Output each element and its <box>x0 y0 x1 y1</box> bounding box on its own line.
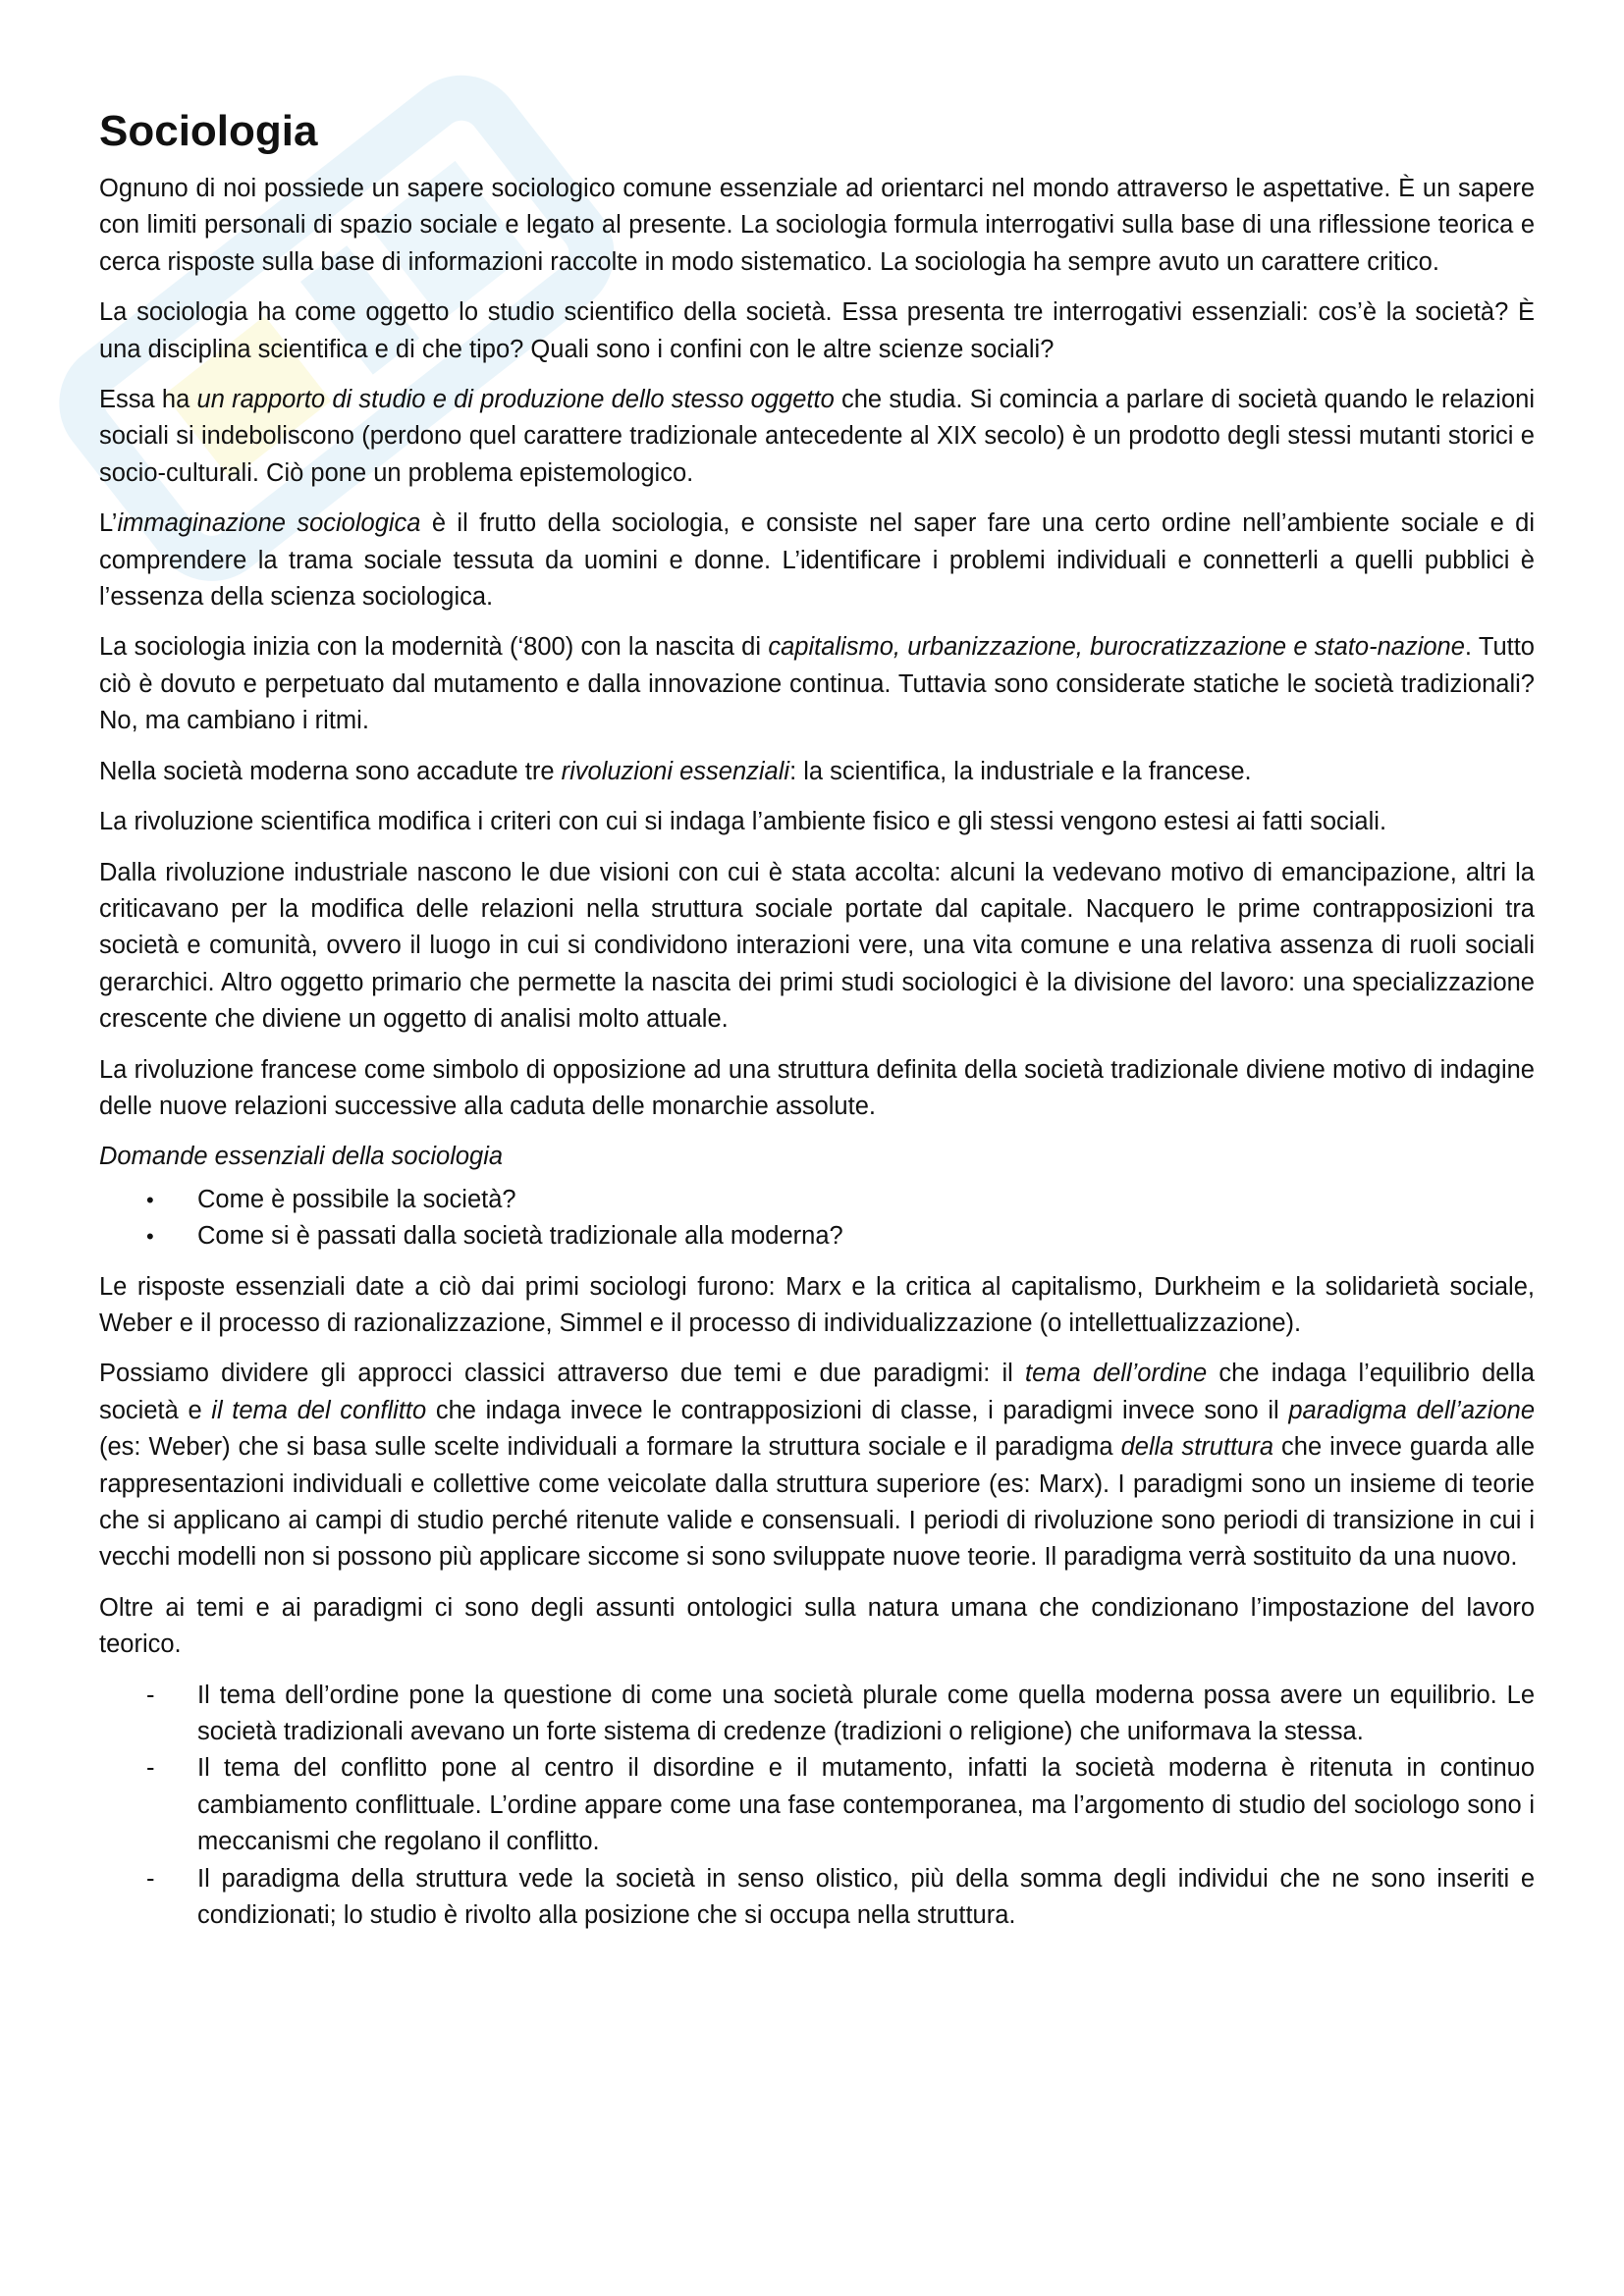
italic-run: rivoluzioni essenziali <box>561 757 790 785</box>
paragraph-5 <box>99 629 1535 739</box>
document-page <box>99 102 1535 1948</box>
paragraph-2: La sociologia ha come oggetto lo studio scientifico della società. Essa presenta tre interrogativi essenziali: cos’è la società? È una disciplina scientifica e di che tipo? Quali sono i confini con le altre scienze sociali? <box>99 298 1535 363</box>
text-run: (es: Weber) che si basa sulle scelte individuali a formare la struttura sociale e il paradigma <box>99 1433 1121 1462</box>
paragraph-1: Ognuno di noi possiede un sapere sociologico comune essenziale ad orientarci nel mondo attraverso le aspettative. È un sapere con limiti personali di spazio sociale e legato al presente. La sociologia formula interrogativi sulla base di una riflessione teorica e cerca risposte sulla base di informazioni raccolte in modo sistematico. La sociologia ha sempre avuto un carattere critico. <box>99 175 1535 276</box>
list-item <box>99 1750 1535 1860</box>
dash-marker: - <box>146 1681 155 1709</box>
text-run: Essa ha <box>99 386 197 414</box>
list-item <box>99 1861 1535 1935</box>
list-item-text: Il tema dell’ordine pone la questione di come una società plurale come quella moderna possa avere un equilibrio. Le società tradizionali avevano un forte sistema di credenze (tradizioni o religione) che uniformava la stessa. <box>197 1681 1535 1746</box>
text-run: Possiamo dividere gli approcci classici attraverso due temi e due paradigmi: il <box>99 1360 1026 1388</box>
paragraph-10: Le risposte essenziali date a ciò dai primi sociologi furono: Marx e la critica al capitalismo, Durkheim e la solidarietà sociale, Weber e il processo di razionalizzazione, Simmel e il processo di individualizzazione (o intellettualizzazione). <box>99 1272 1535 1337</box>
text-run: che indaga l’equilibrio della società e <box>99 1360 1535 1424</box>
paragraph-12: Oltre ai temi e ai paradigmi ci sono degli assunti ontologici sulla natura umana che condizionano l’impostazione del lavoro teorico. <box>99 1593 1535 1659</box>
text-run: . Tutto ciò è dovuto e perpetuato dal mutamento e dalla innovazione continua. Tuttavia sono considerate statiche le società tradizionali? No, ma cambiano i ritmi. <box>99 633 1535 735</box>
italic-run: della struttura <box>1120 1433 1274 1462</box>
text-run: che invece guarda alle rappresentazioni individuali e collettive come veicolate dalla struttura superiore (es: Marx). I paradigmi sono un insieme di teorie che si applicano ai campi di studio perché ritenute valide e consensuali. I periodi di rivoluzione sono periodi di transizione in cui i vecchi modelli non si possono più applicare siccome si sono sviluppate nuove teorie. Il paradigma verrà sostituito da una nuovo. <box>99 1433 1536 1572</box>
list-item <box>99 1182 1535 1218</box>
paragraph-3 <box>99 382 1535 492</box>
paragraph-7: La rivoluzione scientifica modifica i criteri con cui si indaga l’ambiente fisico e gli stessi vengono estesi ai fatti sociali. <box>99 808 1387 836</box>
text-run: : la scientifica, la industriale e la francese. <box>789 757 1252 785</box>
bullet-marker: • <box>146 1187 154 1212</box>
italic-run: immaginazione sociologica <box>117 509 421 538</box>
text-run: che indaga invece le contrapposizioni di classe, i paradigmi invece sono il <box>426 1396 1289 1424</box>
list-item-text: Come è possibile la società? <box>197 1185 516 1213</box>
paragraph-6 <box>99 754 1535 790</box>
page-title: Sociologia <box>99 107 318 155</box>
text-run: è il frutto della sociologia, e consiste nel saper fare una certo ordine nell’ambiente sociale e di comprendere la trama sociale tessuta da uomini e donne. L’identificare i problemi individuali e connetterli a quelli pubblici è l’essenza della scienza sociologica. <box>99 509 1535 612</box>
paragraph-4 <box>99 506 1535 615</box>
dash-marker: - <box>146 1864 155 1893</box>
list-item <box>99 1678 1535 1751</box>
subheading-questions: Domande essenziali della sociologia <box>99 1143 504 1171</box>
italic-run: tema dell’ordine <box>1025 1360 1208 1388</box>
list-item <box>99 1218 1535 1255</box>
text-run: Nella società moderna sono accadute tre <box>99 757 562 785</box>
italic-run: un rapporto di studio e di produzione dello stesso oggetto <box>196 386 835 414</box>
paragraph-9: La rivoluzione francese come simbolo di opposizione ad una struttura definita della società tradizionale diviene motivo di indagine delle nuove relazioni successive alla caduta delle monarchie assolute. <box>99 1055 1535 1120</box>
list-item-text: Il paradigma della struttura vede la società in senso olistico, più della somma degli individui che ne sono inseriti e condizionati; lo studio è rivolto alla posizione che si occupa nella struttura. <box>197 1864 1535 1930</box>
paragraph-11 <box>99 1356 1535 1575</box>
questions-list <box>99 1182 1535 1255</box>
paragraph-8: Dalla rivoluzione industriale nascono le due visioni con cui è stata accolta: alcuni la vedevano motivo di emancipazione, altri la criticavano per la modifica delle relazioni nella struttura sociale portate dal capitale. Nacquero le prime contrapposizioni tra società e comunità, ovvero il luogo in cui si condividono interazioni vere, una vita comune e una relativa assenza di ruoli sociali gerarchici. Altro oggetto primario che permette la nascita dei primi studi sociologici è la divisione del lavoro: una specializzazione crescente che diviene un oggetto di analisi molto attuale. <box>99 858 1535 1034</box>
bullet-marker: • <box>146 1224 154 1250</box>
dash-list <box>99 1678 1535 1935</box>
list-item-text: Il tema del conflitto pone al centro il disordine e il mutamento, infatti la società moderna è ritenuta in continuo cambiamento conflittuale. L’ordine appare come una fase contemporanea, ma l’argomento di studio del sociologo sono i meccanismi che regolano il conflitto. <box>197 1754 1535 1856</box>
text-run: che studia. Si comincia a parlare di società quando le relazioni sociali si indeboliscono (perdono quel carattere tradizionale antecedente al XIX secolo) è un prodotto degli stessi mutanti storici e socio-culturali. Ciò pone un problema epistemologico. <box>99 386 1536 487</box>
italic-run: il tema del conflitto <box>211 1396 427 1424</box>
italic-run: capitalismo, urbanizzazione, burocratizzazione e stato-nazione <box>768 633 1465 662</box>
text-run: L’ <box>99 509 118 538</box>
text-run: La sociologia inizia con la modernità (‘800) con la nascita di <box>99 633 769 662</box>
italic-run: paradigma dell’azione <box>1288 1396 1536 1424</box>
dash-marker: - <box>146 1754 155 1783</box>
list-item-text: Come si è passati dalla società tradizionale alla moderna? <box>197 1222 843 1251</box>
